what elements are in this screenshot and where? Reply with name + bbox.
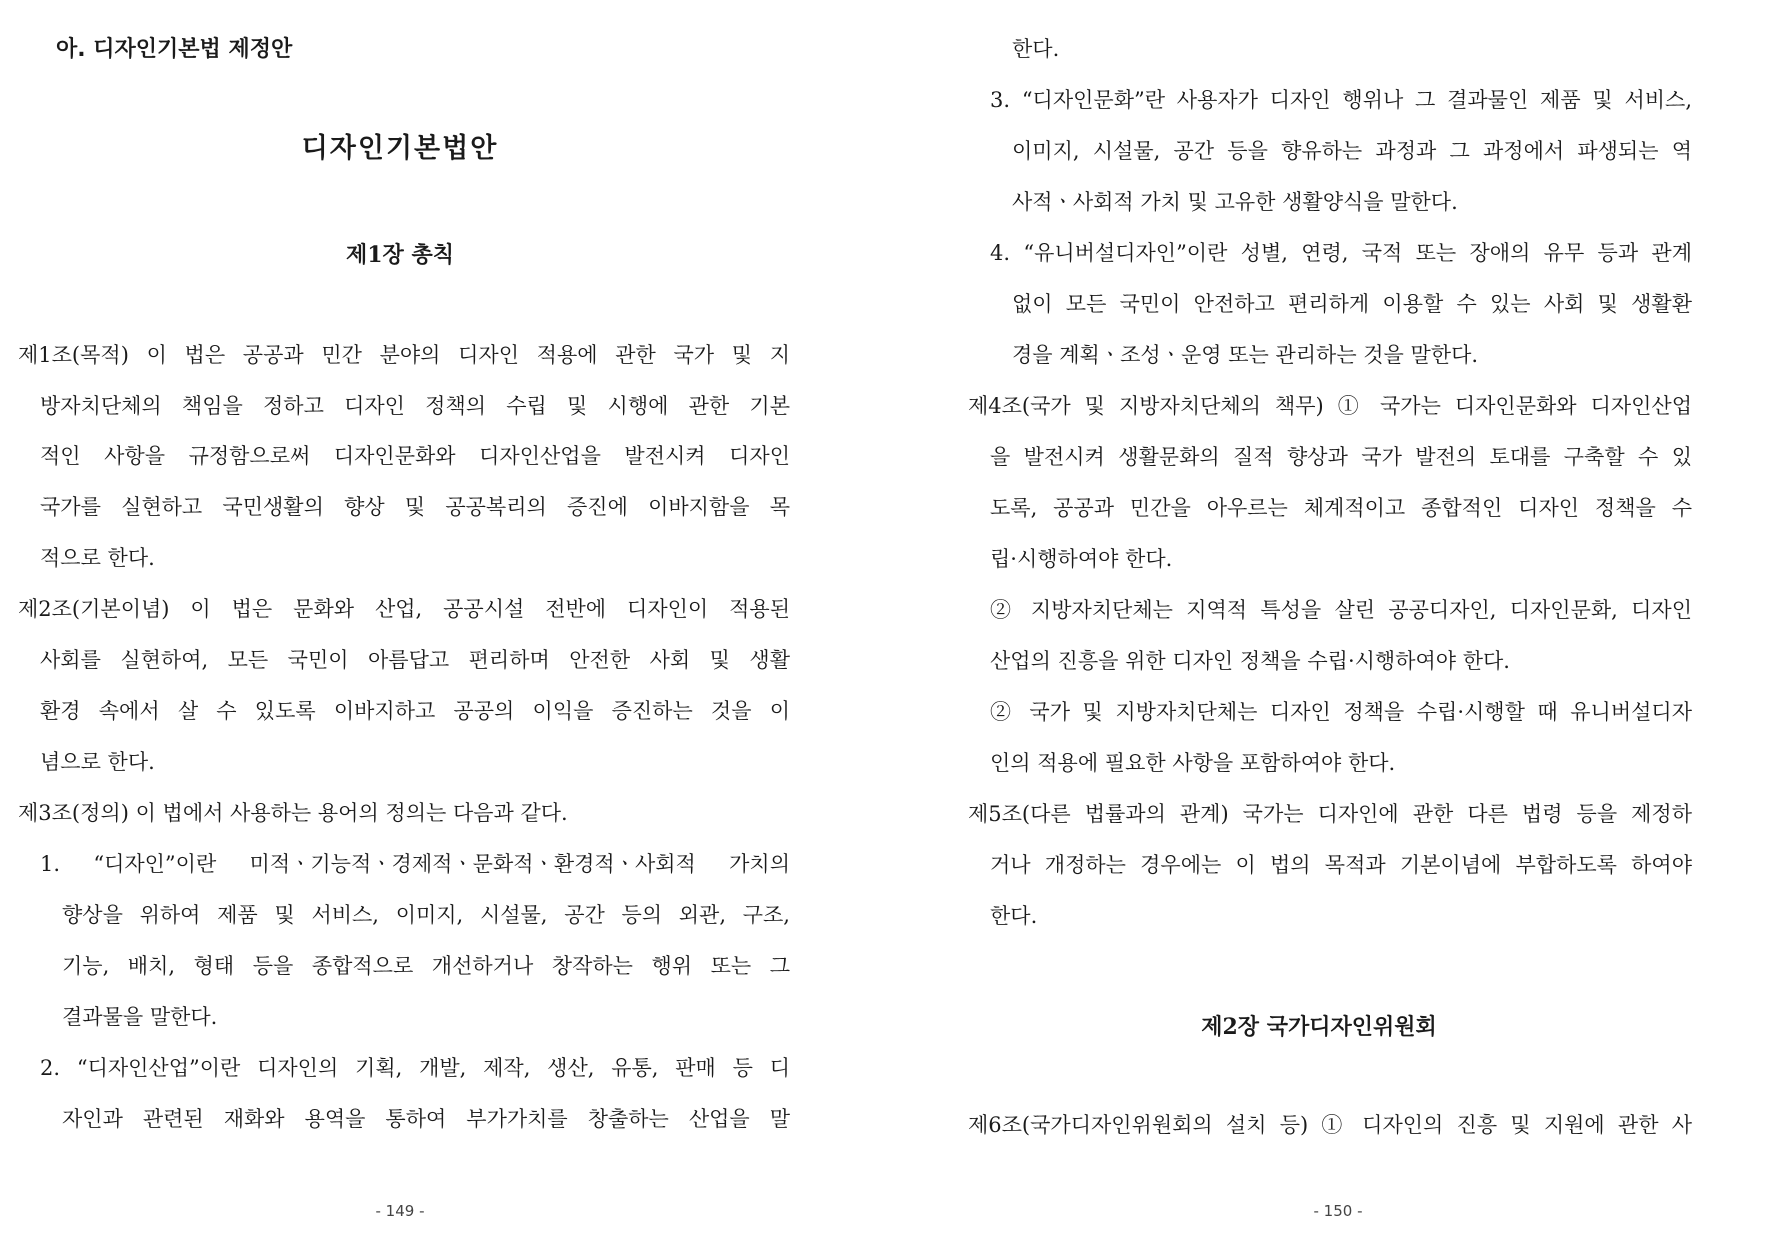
text-line: 자인과 관련된 재화와 용역을 통하여 부가가치를 창출하는 산업을 말	[62, 1107, 790, 1131]
text-line: 결과물을 말한다.	[62, 1005, 218, 1029]
text-line: ② 지방자치단체는 지역적 특성을 살린 공공디자인, 디자인문화, 디자인	[990, 598, 1692, 622]
left-page	[0, 0, 880, 1236]
text-line: 적인 사항을 규정함으로써 디자인문화와 디자인산업을 발전시켜 디자인	[40, 444, 790, 468]
chapter-title: 제2장 국가디자인위원회	[1201, 1014, 1437, 1040]
text-line: 향상을 위하여 제품 및 서비스, 이미지, 시설물, 공간 등의 외관, 구조,	[62, 903, 790, 927]
law-title: 디자인기본법안	[301, 133, 499, 164]
text-line: 제4조(국가 및 지방자치단체의 책무) ① 국가는 디자인문화와 디자인산업	[968, 394, 1692, 418]
text-line: 기능, 배치, 형태 등을 종합적으로 개선하거나 창작하는 행위 또는 그	[62, 954, 790, 978]
text-line: 거나 개정하는 경우에는 이 법의 목적과 기본이념에 부합하도록 하여야	[990, 853, 1692, 877]
section-heading: 아. 디자인기본법 제정안	[56, 37, 293, 62]
text-line: 4. “유니버설디자인”이란 성별, 연령, 국적 또는 장애의 유무 등과 관계	[990, 241, 1692, 265]
right-page	[950, 0, 1783, 1236]
text-line: 한다.	[990, 904, 1038, 928]
text-line: 인의 적용에 필요한 사항을 포함하여야 한다.	[990, 751, 1396, 775]
text-line: 산업의 진흥을 위한 디자인 정책을 수립·시행하여야 한다.	[990, 649, 1510, 673]
text-line: 을 발전시켜 생활문화의 질적 향상과 국가 발전의 토대를 구축할 수 있	[990, 445, 1692, 469]
text-line: ② 국가 및 지방자치단체는 디자인 정책을 수립·시행할 때 유니버설디자	[990, 700, 1692, 724]
page-number: - 149 -	[375, 1202, 425, 1220]
text-line: 제2조(기본이념) 이 법은 문화와 산업, 공공시설 전반에 디자인이 적용된	[18, 597, 790, 621]
text-line: 한다.	[1012, 37, 1060, 61]
text-line: 도록, 공공과 민간을 아우르는 체계적이고 종합적인 디자인 정책을 수	[990, 496, 1692, 520]
chapter-title: 제1장 총칙	[346, 242, 454, 268]
text-line: 방자치단체의 책임을 정하고 디자인 정책의 수립 및 시행에 관한 기본	[40, 394, 790, 418]
text-line: 제3조(정의) 이 법에서 사용하는 용어의 정의는 다음과 같다.	[18, 801, 568, 825]
text-line: 립·시행하여야 한다.	[990, 547, 1173, 571]
text-line: 환경 속에서 살 수 있도록 이바지하고 공공의 이익을 증진하는 것을 이	[40, 699, 790, 723]
text-line: 념으로 한다.	[40, 750, 155, 774]
text-line: 적으로 한다.	[40, 546, 155, 570]
page-number: - 150 -	[1313, 1202, 1363, 1220]
text-line: 국가를 실현하고 국민생활의 향상 및 공공복리의 증진에 이바지함을 목	[40, 495, 790, 519]
text-line: 사회를 실현하여, 모든 국민이 아름답고 편리하며 안전한 사회 및 생활	[40, 648, 790, 672]
text-line: 경을 계획ㆍ조성ㆍ운영 또는 관리하는 것을 말한다.	[1012, 343, 1479, 367]
text-line: 제1조(목적) 이 법은 공공과 민간 분야의 디자인 적용에 관한 국가 및 지	[18, 343, 790, 367]
text-line: 제6조(국가디자인위원회의 설치 등) ① 디자인의 진흥 및 지원에 관한 사	[968, 1113, 1692, 1137]
text-line: 없이 모든 국민이 안전하고 편리하게 이용할 수 있는 사회 및 생활환	[1012, 292, 1692, 316]
text-line: 이미지, 시설물, 공간 등을 향유하는 과정과 그 과정에서 파생되는 역	[1012, 139, 1692, 163]
text-line: 3. “디자인문화”란 사용자가 디자인 행위나 그 결과물인 제품 및 서비스,	[990, 88, 1692, 112]
text-line: 2. “디자인산업”이란 디자인의 기획, 개발, 제작, 생산, 유통, 판매 등 디	[40, 1056, 790, 1080]
text-line: 1. “디자인”이란 미적ㆍ기능적ㆍ경제적ㆍ문화적ㆍ환경적ㆍ사회적 가치의	[40, 852, 790, 876]
text-line: 사적ㆍ사회적 가치 및 고유한 생활양식을 말한다.	[1012, 190, 1458, 214]
text-line: 제5조(다른 법률과의 관계) 국가는 디자인에 관한 다른 법령 등을 제정하	[968, 802, 1692, 826]
